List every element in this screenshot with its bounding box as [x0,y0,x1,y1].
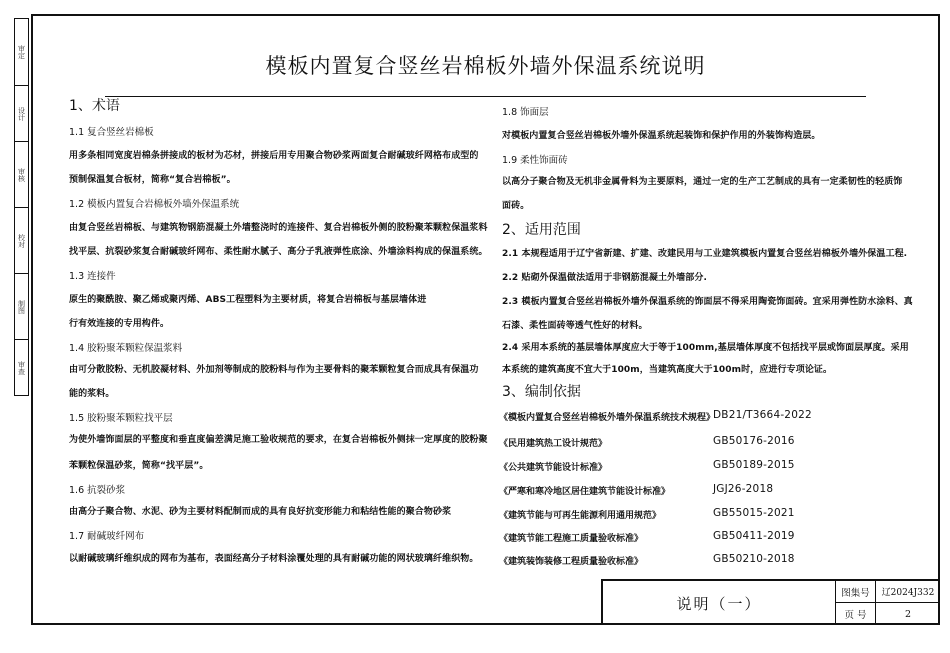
body-text-line: 以高分子聚合物及无机非金属骨料为主要原料，通过一定的生产工艺制成的具有一定柔韧性的轻质饰 [502,177,903,187]
reference-code: GB50411-2019 [713,530,795,542]
reference-code: JGJ26-2018 [713,483,774,495]
reference-name: 《模板内置复合竖丝岩棉板外墙外保温系统技术规程》 [499,413,716,423]
drawing-frame [31,14,940,625]
page-title: 模板内置复合竖丝岩棉板外墙外保温系统说明 [265,54,706,78]
body-text-line: 预制保温复合板材，简称“复合岩棉板”。 [69,175,236,185]
signature-label: 校对 [15,207,28,274]
subsection-heading: 1.2 模板内置复合岩棉板外墙外保温系统 [69,199,240,210]
body-text-line: 2.4 采用本系统的基层墙体厚度应大于等于100mm,基层墙体厚度不包括找平层或饰面层厚度。采用 [502,343,909,353]
subsection-heading: 1.7 耐碱玻纤网布 [69,531,145,542]
body-text-line: 由高分子聚合物、水泥、砂为主要材料配制而成的具有良好抗变形能力和粘结性能的聚合物砂浆 [69,507,452,517]
body-text-line: 本系统的建筑高度不宜大于100m，当建筑高度大于100m时，应进行专项论证。 [502,365,833,375]
body-text-line: 对模板内置复合竖丝岩棉板外墙外保温系统起装饰和保护作用的外装饰构造层。 [502,131,821,141]
body-text-line: 为使外墙饰面层的平整度和垂直度偏差满足施工验收规范的要求，在复合岩棉板外侧抹一定厚度的胶粉聚 [69,435,488,445]
title-underline [105,96,866,97]
body-text-line: 苯颗粒保温砂浆，简称“找平层”。 [69,461,209,471]
body-text-line: 2.2 贴砌外保温做法适用于非钢筋混凝土外墙部分. [502,273,707,283]
page-value: 2 [904,608,912,620]
signature-label: 制图 [15,273,28,340]
signature-label: 设计 [15,85,28,142]
atlas-label: 图集号 [836,581,876,603]
reference-code: GB50189-2015 [713,459,795,471]
subsection-heading: 1.9 柔性饰面砖 [502,155,568,166]
body-text-line: 原生的聚酰胺、聚乙烯或聚丙烯、ABS工程塑料为主要材质，将复合岩棉板与基层墙体进 [69,295,427,305]
body-text-line: 行有效连接的专用构件。 [69,319,170,329]
body-text-line: 面砖。 [502,201,530,211]
reference-name: 《严寒和寒冷地区居住建筑节能设计标准》 [499,487,671,497]
reference-code: DB21/T3664-2022 [713,409,812,421]
body-text-line: 2.1 本规程适用于辽宁省新建、扩建、改建民用与工业建筑模板内置复合竖丝岩棉板外墙外保温工程. [502,249,908,259]
section-heading: 1、术语 [69,98,120,114]
reference-name: 《公共建筑节能设计标准》 [499,463,608,473]
body-text-line: 石漆、柔性面砖等透气性好的材料。 [502,321,648,331]
section-heading: 3、编制依据 [502,384,581,400]
body-text-line: 找平层、抗裂砂浆复合耐碱玻纤网布、柔性耐水腻子、高分子乳液弹性底涂、外墙涂料构成的保温系统。 [69,247,488,257]
body-text-line: 2.3 模板内置复合竖丝岩棉板外墙外保温系统的饰面层不得采用陶瓷饰面砖。宜采用弹性防水涂料、真 [502,297,913,307]
subsection-heading: 1.4 胶粉聚苯颗粒保温浆料 [69,343,183,354]
title-block [601,579,940,625]
signature-label: 审定 [17,45,26,59]
reference-code: GB50176-2016 [713,435,795,447]
subsection-heading: 1.6 抗裂砂浆 [69,485,126,496]
reference-name: 《建筑节能工程施工质量验收标准》 [499,534,644,544]
subsection-heading: 1.3 连接件 [69,271,116,282]
atlas-value: 辽2024J332 [876,581,940,603]
signature-label: 审查 [15,339,28,396]
reference-name: 《建筑节能与可再生能源利用通用规范》 [499,511,662,521]
subsection-heading: 1.1 复合竖丝岩棉板 [69,127,154,138]
page-label: 页 号 [836,603,876,625]
reference-name: 《建筑装饰装修工程质量验收标准》 [499,557,644,567]
body-text-line: 能的浆料。 [69,389,115,399]
reference-code: GB50210-2018 [713,553,795,565]
subsection-heading: 1.8 饰面层 [502,107,549,118]
body-text-line: 用多条相同宽度岩棉条拼接成的板材为芯材，拼接后用专用聚合物砂浆两面复合耐碱玻纤网格布成型的 [69,151,479,161]
body-text-line: 以耐碱玻璃纤维织成的网布为基布，表面经高分子材料涂覆处理的具有耐碱功能的网状玻璃纤维织物。 [69,554,479,564]
body-text-line: 由可分散胶粉、无机胶凝材料、外加剂等制成的胶粉料与作为主要骨料的聚苯颗粒复合而成具有保温功 [69,365,479,375]
drawing-name: 说明（一） [603,581,836,625]
body-text-line: 由复合竖丝岩棉板、与建筑物钢筋混凝土外墙整浇时的连接件、复合岩棉板外侧的胶粉聚苯颗粒保温浆料 [69,223,488,233]
reference-code: GB55015-2021 [713,507,795,519]
signature-strip [14,18,29,396]
section-heading: 2、适用范围 [502,222,581,238]
subsection-heading: 1.5 胶粉聚苯颗粒找平层 [69,413,173,424]
reference-name: 《民用建筑热工设计规范》 [499,439,608,449]
signature-label: 审核 [15,141,28,208]
